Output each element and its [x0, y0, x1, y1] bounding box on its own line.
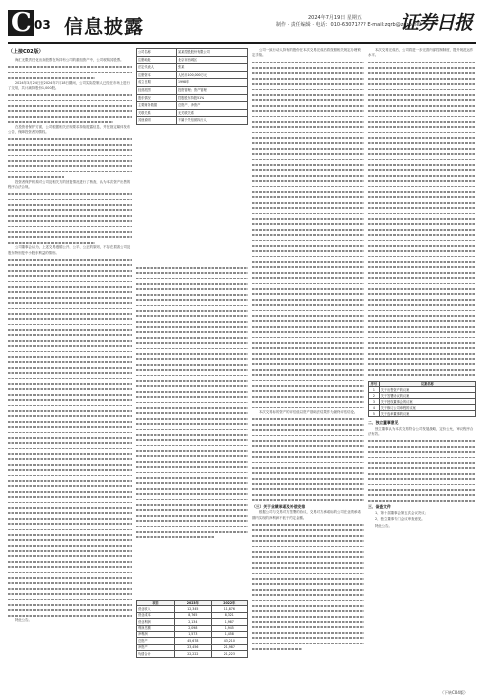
section-letter: C	[11, 8, 32, 38]
newspaper-logo: 证券日报	[400, 12, 473, 34]
table-header: 项目	[137, 601, 175, 606]
table-cell: 45,678	[175, 638, 211, 644]
table-cell: 净资产	[137, 644, 175, 650]
table-cell: 1,573	[175, 631, 211, 637]
table-cell: 主要财务数据	[137, 102, 177, 110]
table-cell: 5	[369, 411, 380, 417]
table-cell: 利润总额	[137, 625, 175, 631]
table-row	[137, 117, 248, 125]
table-row	[369, 411, 476, 417]
table-cell: 成立日期	[137, 79, 177, 87]
table-cell: 关于选举董事的议案	[379, 411, 475, 417]
table-row	[137, 109, 248, 117]
table-cell: 注册地址	[137, 56, 177, 64]
table-cell: 1998年	[176, 79, 247, 87]
paragraph: 2024年3月24日至2024年7月18日期间，公司实际控制人已经在市场上进行了交易，共计减持股份1,000股。	[8, 80, 130, 90]
editor-info: 制作 · 责任编辑 · 电话：010-63071??? E-mail:zqrb@zqrb.net	[276, 22, 422, 28]
table-header: 2022年	[211, 601, 247, 606]
paragraph: 在投资者保护方面，公司根据相关法规要求持续披露信息，并在指定媒体发布公告，保障投资者知情权。	[8, 124, 131, 135]
paragraph: 独立董事认为本次交易符合公司发展战略，定价公允，审议程序合法有效。	[368, 426, 474, 437]
column-1	[8, 48, 132, 688]
table-cell: 注册资本	[137, 71, 177, 79]
table-cell: 无关联关系	[176, 109, 247, 117]
issue-date: 2024年7月19日 星期五	[308, 15, 362, 21]
table-row	[137, 56, 248, 64]
table-cell: 2,134	[175, 619, 211, 625]
table-cell: 某某控股股份有限公司	[176, 49, 247, 57]
table-cell: 43,210	[211, 638, 247, 644]
list-item: 2、独立董事专门会议审查意见。	[375, 517, 425, 522]
text-line	[368, 498, 476, 503]
paragraph: 公司一致行动人持有的股份在本次交易完成后将按照相关规定办理锁定手续。	[252, 48, 361, 58]
table-row	[137, 64, 248, 72]
paragraph: 根据公司与交易对方签署的协议，交易对方承诺标的公司在业绩承诺期内实现的净利润不低于约定金额。	[252, 510, 361, 520]
table-cell: 股东情况	[137, 94, 177, 102]
table-cell: 11,876	[211, 606, 247, 612]
financial-table	[136, 600, 248, 658]
table-cell: 净利润	[137, 631, 175, 637]
table-cell: 投资管理；资产管理	[176, 86, 247, 94]
table-cell: 2	[369, 393, 380, 399]
table-cell: 总资产	[137, 638, 175, 644]
resolution-table	[368, 381, 476, 417]
table-cell: 关于修订公司章程的议案	[379, 405, 475, 411]
page-masthead	[8, 10, 476, 42]
table-row	[137, 94, 248, 102]
table-cell: 关联关系	[137, 109, 177, 117]
table-cell: 其他说明	[137, 117, 177, 125]
company-info-table	[136, 48, 248, 125]
table-cell: 张某	[176, 64, 247, 72]
table-cell: 1,987	[211, 619, 247, 625]
text-line	[136, 535, 214, 540]
text-line	[368, 372, 476, 377]
company-info-table-block	[136, 48, 248, 263]
table-row	[137, 71, 248, 79]
table-cell: 营业收入	[137, 606, 175, 612]
table-cell: 3	[369, 399, 380, 405]
table-cell: 4	[369, 405, 380, 411]
table-row	[137, 49, 248, 57]
closing-line: 特此公告。	[15, 618, 32, 623]
table-cell: 8,321	[211, 612, 247, 618]
continued-from: （上接C02版）	[8, 49, 44, 55]
section-subheading: （三）关于业绩承诺及补偿安排	[252, 503, 306, 509]
table-cell: 关于授权董事会的议案	[379, 399, 475, 405]
table-cell: 21,987	[211, 644, 247, 650]
text-line	[252, 646, 302, 651]
header-rule	[8, 42, 476, 44]
table-cell: 23,456	[175, 644, 211, 650]
paragraph: 海汇无限责任化出卖股票在所持有公司的重组资产中，公司收购其股票。	[15, 58, 124, 62]
column-4	[368, 48, 476, 688]
table-header: 议案名称	[379, 381, 475, 386]
text-line	[252, 497, 364, 502]
table-row	[137, 79, 248, 87]
section-number: 03	[34, 18, 51, 32]
section-subheading: 三、备查文件	[368, 504, 391, 510]
closing-line: 特此公告。	[375, 523, 392, 528]
paragraph: 本次交易标的资产的评估值以资产基础法结果作为最终评估结论。	[259, 410, 358, 415]
table-row	[137, 86, 248, 94]
table-cell: 1,458	[211, 631, 247, 637]
table-cell: 21,223	[211, 651, 247, 657]
table-cell: 人民币100,000万元	[176, 71, 247, 79]
paragraph: 本次交易完成后，公司将进一步完善内部控制制度，提升规范运作水平。	[368, 48, 474, 58]
table-cell: 不属于失信被执行人	[176, 117, 247, 125]
table-cell: 1	[369, 387, 380, 393]
continued-note: （下转C04版）	[440, 690, 468, 695]
table-cell: 营业成本	[137, 612, 175, 618]
column-3	[252, 48, 364, 688]
table-cell: 12,345	[175, 606, 211, 612]
table-cell: 8,765	[175, 612, 211, 618]
section-title: 信息披露	[64, 16, 145, 38]
table-cell: 营业利润	[137, 619, 175, 625]
table-cell: 22,222	[175, 651, 211, 657]
financial-table-block	[136, 600, 248, 688]
table-header: 2023年	[175, 601, 211, 606]
table-header-row	[137, 601, 248, 606]
table-cell: 2,098	[175, 625, 211, 631]
table-cell: 总资产、净资产	[176, 102, 247, 110]
table-cell: 负债合计	[137, 651, 175, 657]
table-cell: 法定代表人	[137, 64, 177, 72]
table-cell: 1,945	[211, 625, 247, 631]
section-subheading: 二、独立董事意见	[368, 420, 399, 426]
paragraph: 公司董事会认为，上述交易遵循公开、公平、公正的原则，不存在损害公司及股东特别是中小股东利益的情形。	[8, 245, 131, 255]
table-cell: 控股股东持股51%	[176, 94, 247, 102]
table-cell: 公司名称	[137, 49, 177, 57]
table-cell: 北京市西城区	[176, 56, 247, 64]
table-header: 序号	[369, 381, 380, 386]
table-row	[137, 651, 248, 657]
table-cell: 关于出售资产的议案	[379, 387, 475, 393]
list-item: 1、第十届董事会第五次会议决议；	[375, 510, 429, 515]
section-badge	[8, 10, 34, 36]
column-2-text	[136, 265, 248, 565]
table-row	[137, 102, 248, 110]
table-cell: 经营范围	[137, 86, 177, 94]
table-cell: 关于签署协议的议案	[379, 393, 475, 399]
paragraph: 投资者保护机构对公司及相关方的回复情况进行了核查，认为本次资产出售的程序合法合规。	[8, 179, 131, 190]
